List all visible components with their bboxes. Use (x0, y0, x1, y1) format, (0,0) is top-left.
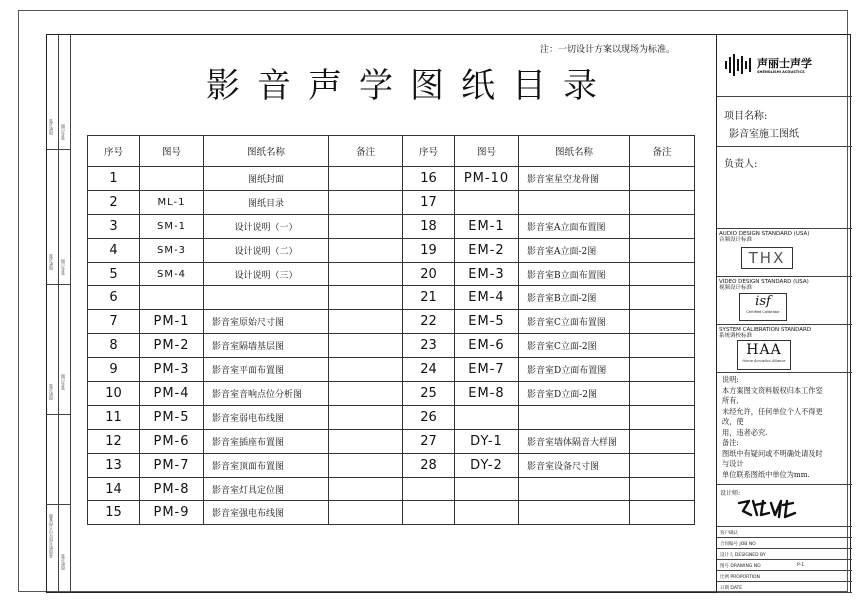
row-number: 15 (88, 501, 140, 525)
logo-text: 声丽士声学 (757, 57, 812, 70)
drawing-name: 影音室强电布线图 (204, 501, 329, 525)
row-number: 19 (403, 238, 455, 262)
row-number: 20 (403, 262, 455, 286)
drawing-name: 影音室墙体隔音大样图 (519, 429, 630, 453)
table-row (88, 382, 695, 406)
drawing-name: 设计说明（一） (204, 214, 329, 238)
drawing-name: 影音室平面布置图 (204, 358, 329, 382)
signature-row-label: 图号 DRAWING NO (720, 564, 761, 569)
drawing-name: 图纸封面 (204, 167, 329, 191)
left-binding-strip: 图纸会签 签名日期 图纸会签 签名日期 图纸会签 签名日期 本图纸未经许可不得复制 图纸会签 (46, 34, 70, 593)
table-row (88, 214, 695, 238)
signature-row (717, 527, 852, 538)
drawing-name: 影音室原始尺寸图 (204, 310, 329, 334)
drawing-code (140, 167, 204, 191)
drawing-remark (630, 358, 695, 382)
drawing-remark (630, 334, 695, 358)
description-line: 本方案图文资料版权归本工作室 (722, 385, 823, 395)
drawing-code (455, 477, 519, 501)
drawing-code: PM-5 (140, 405, 204, 429)
isf-logo-subtext: Certified Calibrator (746, 310, 780, 314)
calibration-standard-cn: 系统调校标准 (719, 333, 753, 339)
header-cell: 图号 (455, 136, 519, 167)
row-number: 23 (403, 334, 455, 358)
signature-row-label: 客户确认 (720, 531, 738, 536)
drawing-remark (630, 167, 695, 191)
table-row (88, 310, 695, 334)
calibration-standard-area (717, 325, 852, 373)
description-line: 与设计 (722, 459, 744, 468)
row-number: 5 (88, 262, 140, 286)
signature-row (717, 571, 852, 582)
drawing-remark (329, 190, 403, 214)
drawing-name: 影音室A立面布置图 (519, 214, 630, 238)
drawing-code: EM-4 (455, 286, 519, 310)
logo-subtext: SHENGLISHI ACOUSTICS (757, 70, 805, 74)
drawing-code: PM-8 (140, 477, 204, 501)
drawing-remark (630, 262, 695, 286)
row-number (403, 501, 455, 525)
drawing-code: DY-2 (455, 453, 519, 477)
haa-logo-text: HAA (746, 342, 782, 358)
row-number: 10 (88, 382, 140, 406)
isf-logo-text: isf (755, 294, 771, 309)
table-row (88, 453, 695, 477)
drawing-code: EM-7 (455, 358, 519, 382)
table-row (88, 405, 695, 429)
drawing-remark (630, 310, 695, 334)
drawing-code: SM-1 (140, 214, 204, 238)
row-number: 22 (403, 310, 455, 334)
description-line: 所有, (722, 396, 739, 405)
drawing-name: 影音室A立面-2图 (519, 238, 630, 262)
drawing-code: PM-3 (140, 358, 204, 382)
row-number: 3 (88, 214, 140, 238)
drawing-remark (630, 501, 695, 525)
row-number: 7 (88, 310, 140, 334)
header-cell: 备注 (329, 136, 403, 167)
row-number: 12 (88, 429, 140, 453)
sound-wave-logo-icon (725, 54, 755, 76)
drawing-name: 影音室顶面布置图 (204, 453, 329, 477)
drawing-remark (630, 286, 695, 310)
header-cell: 图纸名称 (204, 136, 329, 167)
logo-area (717, 34, 852, 97)
table-row (88, 190, 695, 214)
row-number: 21 (403, 286, 455, 310)
table-row (88, 238, 695, 262)
row-number: 1 (88, 167, 140, 191)
signature-row (717, 538, 852, 549)
drawing-code: EM-1 (455, 214, 519, 238)
row-number (403, 477, 455, 501)
row-number: 24 (403, 358, 455, 382)
drawing-code: SM-4 (140, 262, 204, 286)
table-row (88, 334, 695, 358)
drawing-note: 注：一切设计方案以现场为标准。 (540, 45, 676, 55)
signature-row (717, 549, 852, 560)
drawing-remark (630, 405, 695, 429)
drawing-remark (630, 214, 695, 238)
drawing-code (455, 501, 519, 525)
header-cell: 备注 (630, 136, 695, 167)
drawing-name: 影音室星空龙骨图 (519, 167, 630, 191)
drawing-remark (630, 382, 695, 406)
table-row (88, 358, 695, 382)
header-cell: 图纸名称 (519, 136, 630, 167)
drawing-code: SM-3 (140, 238, 204, 262)
table-header-row (88, 136, 695, 167)
drawing-code: EM-6 (455, 334, 519, 358)
audio-standard-en: AUDIO DESIGN STANDARD (USA) (719, 231, 810, 237)
row-number: 17 (403, 190, 455, 214)
project-name-area (717, 97, 852, 147)
drawing-name (519, 477, 630, 501)
drawing-remark (329, 214, 403, 238)
signature-row-label: 日期 DATE (720, 586, 743, 591)
signature-row (717, 560, 852, 571)
row-number: 28 (403, 453, 455, 477)
drawing-code: PM-2 (140, 334, 204, 358)
row-number: 14 (88, 477, 140, 501)
signature-row-label: 设计人 DESIGNED BY (720, 553, 766, 558)
row-number: 27 (403, 429, 455, 453)
row-number: 13 (88, 453, 140, 477)
table-row (88, 286, 695, 310)
drawing-name: 影音室B立面布置图 (519, 262, 630, 286)
description-area (717, 373, 852, 485)
audio-standard-cn: 音频设计标准 (719, 237, 753, 243)
drawing-code: PM-1 (140, 310, 204, 334)
drawing-name: 影音室C立面-2图 (519, 334, 630, 358)
drawing-code: PM-6 (140, 429, 204, 453)
row-number: 18 (403, 214, 455, 238)
description-line: 用，违者必究. (722, 427, 768, 437)
drawing-code (140, 286, 204, 310)
table-row (88, 501, 695, 525)
drawing-catalog-table (87, 135, 695, 525)
drawing-name (204, 286, 329, 310)
owner-area (717, 147, 852, 229)
owner-label: 负责人: (724, 159, 758, 170)
drawing-remark (329, 453, 403, 477)
header-cell: 图号 (140, 136, 204, 167)
video-standard-area (717, 277, 852, 325)
signature-row-label: 合同编号 JOB NO (720, 542, 756, 547)
signature-row (717, 582, 852, 593)
drawing-name: 影音室D立面布置图 (519, 358, 630, 382)
table-row (88, 262, 695, 286)
description-line: 未经允许，任何单位个人不得更 (722, 406, 823, 416)
drawing-code: EM-5 (455, 310, 519, 334)
row-number: 26 (403, 405, 455, 429)
row-number: 2 (88, 190, 140, 214)
page-title: 影音声学图纸目录 (206, 66, 614, 106)
drawing-name: 影音室灯具定位图 (204, 477, 329, 501)
drawing-code: PM-9 (140, 501, 204, 525)
row-number: 4 (88, 238, 140, 262)
thx-logo-icon: THX (741, 247, 793, 269)
haa-logo-icon (737, 340, 791, 370)
project-name-label: 项目名称: (724, 111, 768, 122)
drawing-name: 影音室D立面-2图 (519, 382, 630, 406)
drawing-code: PM-4 (140, 382, 204, 406)
drawing-name: 影音室音响点位分析图 (204, 382, 329, 406)
drawing-remark (329, 262, 403, 286)
drawing-remark (630, 477, 695, 501)
drawing-name: 影音室插座布置图 (204, 429, 329, 453)
designer-label: 设计师: (720, 490, 741, 497)
description-line: 图纸中有疑问或不明确处请及时 (722, 448, 823, 458)
drawing-remark (630, 453, 695, 477)
signature-row-label: 比例 PROPORTION (720, 575, 760, 580)
drawing-remark (329, 405, 403, 429)
row-number: 8 (88, 334, 140, 358)
row-number: 16 (403, 167, 455, 191)
designer-area (717, 485, 852, 527)
row-number: 25 (403, 382, 455, 406)
table-row (88, 477, 695, 501)
drawing-remark (630, 429, 695, 453)
drawing-remark (329, 238, 403, 262)
drawing-name: 图纸目录 (204, 190, 329, 214)
signature-rows (717, 527, 852, 593)
drawing-code: ML-1 (140, 190, 204, 214)
drawing-code: PM-10 (455, 167, 519, 191)
drawing-name: 影音室B立面-2图 (519, 286, 630, 310)
drawing-remark (329, 382, 403, 406)
drawing-remark (630, 238, 695, 262)
drawing-code: DY-1 (455, 429, 519, 453)
drawing-remark (630, 190, 695, 214)
drawing-name (519, 501, 630, 525)
drawing-remark (329, 286, 403, 310)
header-cell: 序号 (403, 136, 455, 167)
calibration-standard-en: SYSTEM CALIBRATION STANDARD (719, 327, 812, 333)
drawing-name: 设计说明（三） (204, 262, 329, 286)
description-line: 改，使 (722, 417, 744, 426)
drawing-name (519, 190, 630, 214)
video-standard-cn: 视频设计标准 (719, 285, 753, 291)
table-row (88, 167, 695, 191)
description-line: 单位联系图纸中单位为mm. (722, 469, 810, 479)
audio-standard-area (717, 229, 852, 277)
table-row (88, 429, 695, 453)
drawing-name: 影音室弱电布线图 (204, 405, 329, 429)
drawing-remark (329, 358, 403, 382)
drawing-code (455, 405, 519, 429)
signature-row-value: P-1 (797, 563, 805, 568)
drawing-remark (329, 310, 403, 334)
drawing-name: 影音室C立面布置图 (519, 310, 630, 334)
drawing-name: 影音室隔墙基层图 (204, 334, 329, 358)
drawing-name: 设计说明（二） (204, 238, 329, 262)
row-number: 9 (88, 358, 140, 382)
header-cell: 序号 (88, 136, 140, 167)
drawing-code: EM-8 (455, 382, 519, 406)
drawing-code: EM-2 (455, 238, 519, 262)
drawing-remark (329, 429, 403, 453)
row-number: 6 (88, 286, 140, 310)
drawing-code: EM-3 (455, 262, 519, 286)
drawing-remark (329, 167, 403, 191)
drawing-remark (329, 334, 403, 358)
signature-icon (735, 495, 805, 521)
project-name-value: 影音室施工图纸 (729, 129, 799, 140)
isf-logo-icon (739, 293, 787, 321)
drawing-code (455, 190, 519, 214)
drawing-remark (329, 477, 403, 501)
drawing-name: 影音室设备尺寸图 (519, 453, 630, 477)
drawing-code: PM-7 (140, 453, 204, 477)
drawing-remark (329, 501, 403, 525)
haa-logo-subtext: Home Acoustics Alliance (742, 359, 786, 363)
description-line: 说明: (722, 375, 739, 384)
row-number: 11 (88, 405, 140, 429)
title-block (716, 34, 851, 593)
video-standard-en: VIDEO DESIGN STANDARD (USA) (719, 279, 809, 285)
description-line: 备注: (722, 438, 739, 447)
drawing-name (519, 405, 630, 429)
